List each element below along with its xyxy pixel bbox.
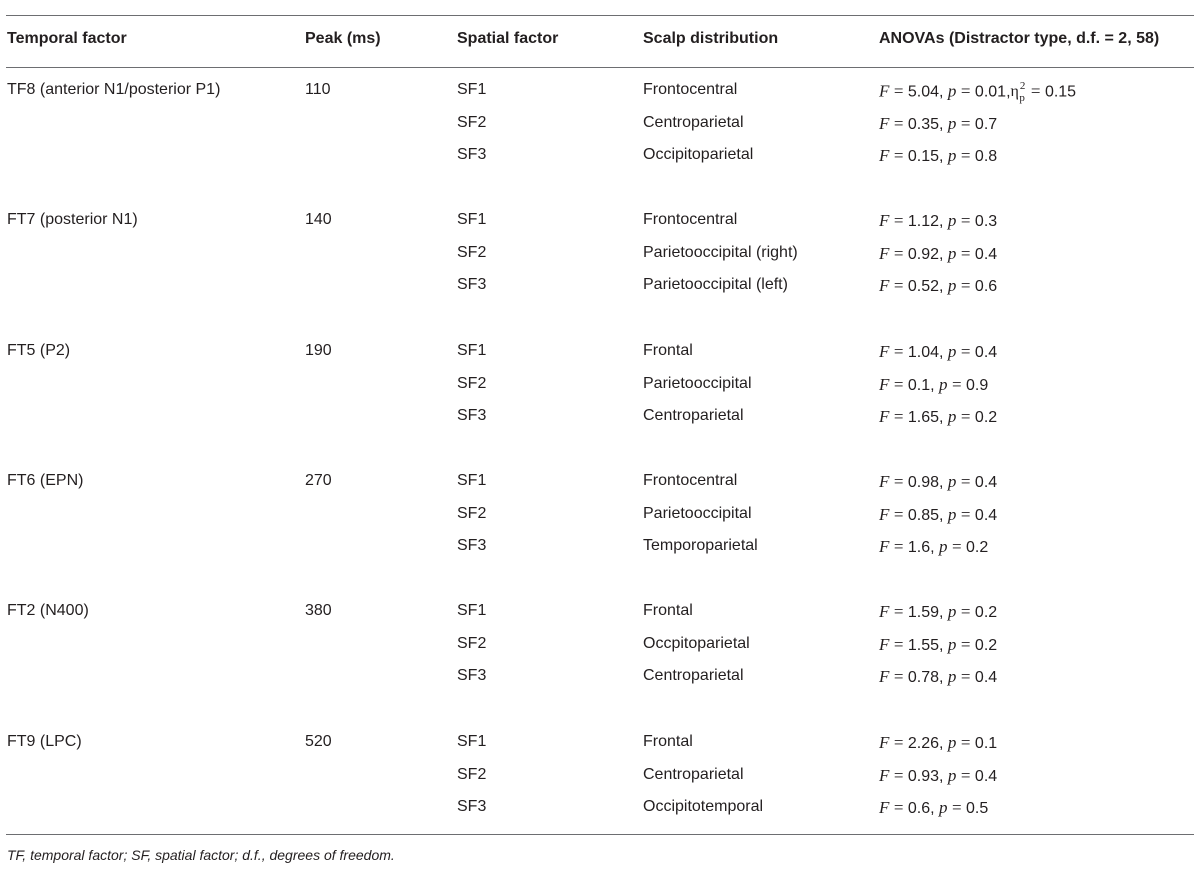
- p-symbol: p: [947, 276, 957, 295]
- p-value: 0.8: [974, 148, 998, 165]
- scalp-distribution-cell: Frontal: [643, 342, 693, 359]
- table-group: [0, 472, 1200, 572]
- scalp-distribution-cell: Frontal: [643, 733, 693, 750]
- anova-cell: F = 1.04, p = 0.4: [879, 342, 998, 361]
- anova-cell: F = 0.15, p = 0.8: [879, 146, 998, 165]
- scalp-distribution-cell: Occipitotemporal: [643, 798, 764, 815]
- spatial-factor-cell: SF3: [457, 407, 487, 424]
- table-row: [0, 537, 1200, 561]
- anova-cell: F = 0.35, p = 0.7: [879, 114, 998, 133]
- eta-subscript: p: [1019, 91, 1025, 104]
- spatial-factor-cell: SF1: [457, 733, 487, 750]
- temporal-factor-cell: FT9 (LPC): [7, 733, 82, 750]
- temporal-factor-cell: TF8 (anterior N1/posterior P1): [7, 81, 221, 98]
- equals-sign: =: [960, 667, 971, 686]
- f-value: 2.26: [907, 735, 940, 752]
- f-value: 1.6: [907, 539, 931, 556]
- equals-sign: =: [960, 766, 971, 785]
- peak-cell: 110: [305, 81, 331, 98]
- f-symbol: F: [879, 733, 890, 752]
- p-symbol: p: [947, 505, 957, 524]
- p-value: 0.2: [974, 637, 998, 654]
- table-group: [0, 602, 1200, 702]
- f-value: 0.93: [907, 768, 940, 785]
- p-symbol: p: [947, 733, 957, 752]
- f-symbol: F: [879, 635, 890, 654]
- anova-cell: F = 0.98, p = 0.4: [879, 472, 998, 491]
- f-symbol: F: [879, 342, 890, 361]
- anova-cell: F = 1.12, p = 0.3: [879, 211, 998, 230]
- table-row: [0, 602, 1200, 626]
- equals-sign: =: [893, 635, 904, 654]
- p-symbol: p: [947, 342, 957, 361]
- f-value: 0.15: [907, 148, 940, 165]
- equals-sign: =: [960, 635, 971, 654]
- equals-sign: =: [893, 505, 904, 524]
- table-group: [0, 342, 1200, 442]
- temporal-factor-cell: FT6 (EPN): [7, 472, 84, 489]
- header-peak: Peak (ms): [305, 30, 381, 47]
- table-row: [0, 211, 1200, 235]
- p-value: 0.5: [966, 800, 989, 817]
- header-scalp-distribution: Scalp distribution: [643, 30, 779, 47]
- f-symbol: F: [879, 114, 890, 133]
- p-symbol: p: [947, 602, 957, 621]
- eta-squared-symbol: [1010, 80, 1031, 104]
- header-rule: [6, 67, 1194, 68]
- p-value: 0.2: [974, 604, 998, 621]
- f-value: 1.55: [907, 637, 940, 654]
- f-value: 0.78: [907, 669, 940, 686]
- spatial-factor-cell: SF3: [457, 276, 487, 293]
- table-row: [0, 798, 1200, 822]
- table-row: [0, 244, 1200, 268]
- table-row: [0, 505, 1200, 529]
- equals-sign: =: [893, 244, 904, 263]
- table-row: [0, 81, 1200, 105]
- p-value: 0.4: [974, 768, 998, 785]
- temporal-factor-cell: FT5 (P2): [7, 342, 71, 359]
- f-symbol: F: [879, 211, 890, 230]
- spatial-factor-cell: SF1: [457, 211, 487, 228]
- equals-sign: =: [960, 81, 971, 101]
- scalp-distribution-cell: Parietooccipital (right): [643, 244, 798, 261]
- f-symbol: F: [879, 407, 890, 426]
- scalp-distribution-cell: Frontocentral: [643, 81, 738, 98]
- table-header: [0, 30, 1200, 54]
- equals-sign: =: [951, 798, 962, 817]
- scalp-distribution-cell: Frontocentral: [643, 211, 738, 228]
- equals-sign: =: [893, 667, 904, 686]
- header-anovas: ANOVAs (Distractor type, d.f. = 2, 58): [879, 30, 1160, 47]
- table-row: [0, 667, 1200, 691]
- table-row: [0, 472, 1200, 496]
- equals-sign: =: [893, 407, 904, 426]
- p-value: 0.3: [974, 213, 998, 230]
- p-value: 0.6: [974, 278, 998, 295]
- f-value: 0.35: [907, 116, 940, 133]
- f-symbol: F: [879, 766, 890, 785]
- scalp-distribution-cell: Parietooccipital: [643, 505, 752, 522]
- equals-sign: =: [960, 211, 971, 230]
- f-symbol: F: [879, 81, 890, 101]
- equals-sign: =: [893, 81, 904, 101]
- f-value: 5.04: [907, 83, 940, 101]
- equals-sign: =: [960, 407, 971, 426]
- temporal-factor-cell: FT2 (N400): [7, 602, 89, 619]
- p-value: 0.4: [974, 474, 998, 491]
- anova-cell: F = 1.55, p = 0.2: [879, 635, 998, 654]
- p-value: 0.4: [974, 507, 998, 524]
- equals-sign: =: [893, 114, 904, 133]
- p-symbol: p: [939, 537, 948, 556]
- table-row: [0, 114, 1200, 138]
- equals-sign: =: [893, 146, 904, 165]
- p-symbol: p: [947, 766, 957, 785]
- f-value: 0.52: [907, 278, 940, 295]
- scalp-distribution-cell: Centroparietal: [643, 766, 744, 783]
- f-symbol: F: [879, 667, 890, 686]
- p-symbol: p: [947, 211, 957, 230]
- anova-cell: F = 0.1, p = 0.9: [879, 375, 989, 394]
- scalp-distribution-cell: Parietooccipital (left): [643, 276, 788, 293]
- anova-cell: F = 5.04, $p = 0.01,\eta^2_p = 0.15$: [879, 80, 1077, 104]
- anova-cell: F = 2.26, p = 0.1: [879, 733, 998, 752]
- header-spatial-factor: Spatial factor: [457, 30, 559, 47]
- p-value: 0.2: [974, 409, 998, 426]
- equals-sign: =: [960, 114, 971, 133]
- equals-sign: =: [893, 472, 904, 491]
- spatial-factor-cell: SF1: [457, 472, 487, 489]
- equals-sign: =: [893, 375, 904, 394]
- eta-value: 0.15: [1044, 83, 1077, 101]
- spatial-factor-cell: SF1: [457, 602, 487, 619]
- equals-sign: =: [893, 537, 904, 556]
- peak-cell: 270: [305, 472, 332, 489]
- f-value: 0.1: [907, 377, 931, 394]
- table-row: [0, 276, 1200, 300]
- table-row: [0, 635, 1200, 659]
- equals-sign: =: [1030, 81, 1041, 101]
- anova-cell: F = 0.93, p = 0.4: [879, 766, 998, 785]
- f-symbol: F: [879, 602, 890, 621]
- spatial-factor-cell: SF2: [457, 375, 487, 392]
- p-symbol: p: [947, 81, 957, 101]
- scalp-distribution-cell: Temporoparietal: [643, 537, 758, 554]
- table-row: [0, 146, 1200, 170]
- spatial-factor-cell: SF1: [457, 342, 487, 359]
- table-group: [0, 211, 1200, 311]
- equals-sign: =: [893, 276, 904, 295]
- p-value: 0.01: [974, 83, 1007, 101]
- equals-sign: =: [893, 798, 904, 817]
- p-symbol: p: [947, 407, 957, 426]
- equals-sign: =: [960, 505, 971, 524]
- f-symbol: F: [879, 798, 890, 817]
- scalp-distribution-cell: Parietooccipital: [643, 375, 752, 392]
- spatial-factor-cell: SF3: [457, 537, 487, 554]
- equals-sign: =: [893, 733, 904, 752]
- spatial-factor-cell: SF2: [457, 505, 487, 522]
- anova-cell: F = 0.78, p = 0.4: [879, 667, 998, 686]
- p-symbol: p: [939, 798, 948, 817]
- p-symbol: p: [947, 635, 957, 654]
- scalp-distribution-cell: Centroparietal: [643, 667, 744, 684]
- p-value: 0.9: [966, 377, 989, 394]
- p-value: 0.2: [966, 539, 989, 556]
- spatial-factor-cell: SF2: [457, 244, 487, 261]
- p-value: 0.4: [974, 246, 998, 263]
- p-symbol: p: [947, 244, 957, 263]
- scalp-distribution-cell: Centroparietal: [643, 114, 744, 131]
- equals-sign: =: [960, 146, 971, 165]
- bottom-rule: [6, 834, 1194, 835]
- top-rule: [6, 15, 1194, 16]
- scalp-distribution-cell: Centroparietal: [643, 407, 744, 424]
- equals-sign: =: [960, 276, 971, 295]
- table-row: [0, 733, 1200, 757]
- f-symbol: F: [879, 537, 890, 556]
- anova-cell: F = 1.65, p = 0.2: [879, 407, 998, 426]
- spatial-factor-cell: SF2: [457, 766, 487, 783]
- f-value: 1.65: [907, 409, 940, 426]
- equals-sign: =: [951, 375, 962, 394]
- f-value: 0.6: [907, 800, 931, 817]
- spatial-factor-cell: SF1: [457, 81, 487, 98]
- spatial-factor-cell: SF2: [457, 114, 487, 131]
- table-footnote: TF, temporal factor; SF, spatial factor; d.f., degrees of freedom.: [7, 847, 395, 863]
- scalp-distribution-cell: Occipitoparietal: [643, 146, 754, 163]
- eta-superscript: 2: [1019, 80, 1026, 92]
- spatial-factor-cell: SF2: [457, 635, 487, 652]
- anova-cell: F = 0.85, p = 0.4: [879, 505, 998, 524]
- equals-sign: =: [960, 733, 971, 752]
- f-value: 1.04: [907, 344, 940, 361]
- f-value: 0.98: [907, 474, 940, 491]
- anova-cell: F = 0.52, p = 0.6: [879, 276, 998, 295]
- peak-cell: 140: [305, 211, 332, 228]
- p-symbol: p: [947, 114, 957, 133]
- table-group: [0, 733, 1200, 833]
- p-value: 0.7: [974, 116, 998, 133]
- table-row: [0, 407, 1200, 431]
- p-symbol: p: [947, 667, 957, 686]
- f-symbol: F: [879, 472, 890, 491]
- f-value: 0.85: [907, 507, 940, 524]
- equals-sign: =: [893, 342, 904, 361]
- anova-cell: F = 1.6, p = 0.2: [879, 537, 989, 556]
- f-value: 1.12: [907, 213, 940, 230]
- equals-sign: =: [893, 602, 904, 621]
- header-temporal-factor: Temporal factor: [7, 30, 127, 47]
- temporal-factor-cell: FT7 (posterior N1): [7, 211, 138, 228]
- table-row: [0, 766, 1200, 790]
- table-row: [0, 375, 1200, 399]
- scalp-distribution-cell: Occpitoparietal: [643, 635, 750, 652]
- equals-sign: =: [960, 342, 971, 361]
- p-value: 0.4: [974, 669, 998, 686]
- f-symbol: F: [879, 276, 890, 295]
- peak-cell: 380: [305, 602, 332, 619]
- anova-cell: F = 0.92, p = 0.4: [879, 244, 998, 263]
- p-value: 0.1: [974, 735, 998, 752]
- equals-sign: =: [960, 472, 971, 491]
- table-group: [0, 81, 1200, 181]
- anova-cell: F = 1.59, p = 0.2: [879, 602, 998, 621]
- f-symbol: F: [879, 146, 890, 165]
- spatial-factor-cell: SF3: [457, 146, 487, 163]
- scalp-distribution-cell: Frontal: [643, 602, 693, 619]
- spatial-factor-cell: SF3: [457, 798, 487, 815]
- scalp-distribution-cell: Frontocentral: [643, 472, 738, 489]
- equals-sign: =: [960, 602, 971, 621]
- p-value: 0.4: [974, 344, 998, 361]
- anova-cell: F = 0.6, p = 0.5: [879, 798, 989, 817]
- f-value: 0.92: [907, 246, 940, 263]
- f-symbol: F: [879, 505, 890, 524]
- peak-cell: 190: [305, 342, 332, 359]
- f-symbol: F: [879, 244, 890, 263]
- p-symbol: p: [947, 146, 957, 165]
- p-symbol: p: [947, 472, 957, 491]
- equals-sign: =: [951, 537, 962, 556]
- f-value: 1.59: [907, 604, 940, 621]
- eta-letter: η: [1010, 83, 1019, 101]
- equals-sign: =: [893, 766, 904, 785]
- equals-sign: =: [960, 244, 971, 263]
- equals-sign: =: [893, 211, 904, 230]
- p-symbol: p: [939, 375, 948, 394]
- spatial-factor-cell: SF3: [457, 667, 487, 684]
- peak-cell: 520: [305, 733, 332, 750]
- f-symbol: F: [879, 375, 890, 394]
- table-row: [0, 342, 1200, 366]
